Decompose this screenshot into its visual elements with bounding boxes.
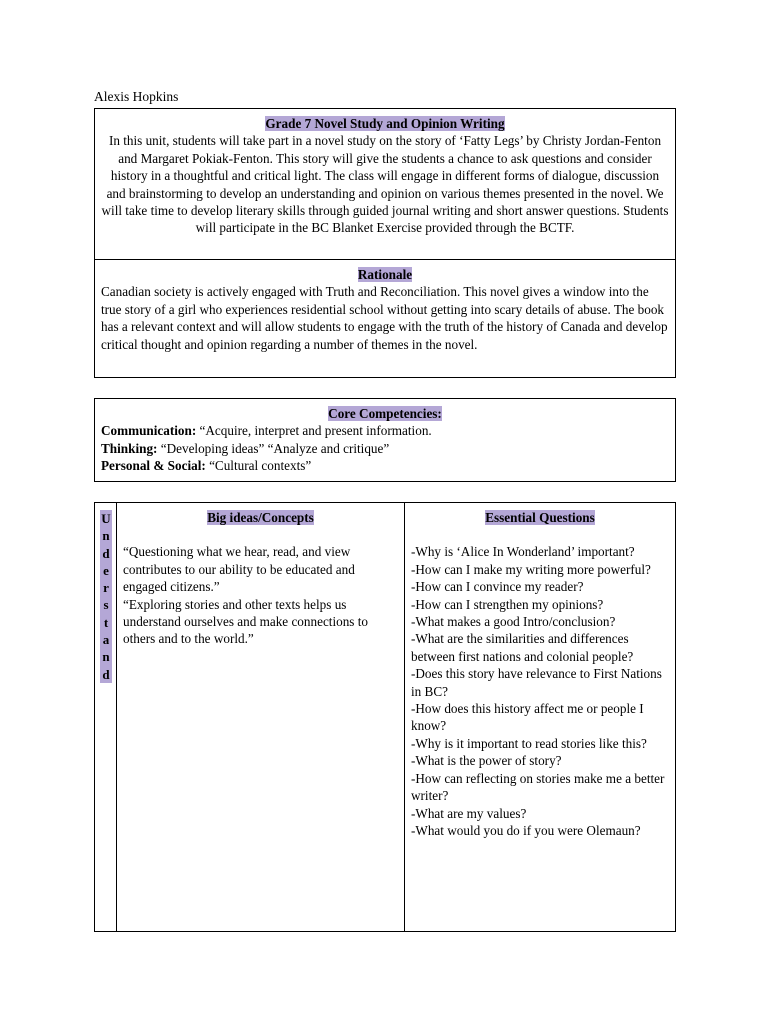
understand-letter: d — [102, 666, 110, 682]
essential-question: -What would you do if you were Olemaun? — [411, 822, 641, 838]
understand-letter: U — [101, 511, 111, 526]
understand-table — [94, 502, 676, 932]
essential-question: -What are the similarities and differences between first nations and colonial people? — [411, 631, 634, 664]
essential-question: -Why is ‘Alice In Wonderland’ important? — [411, 544, 635, 560]
essential-question: -What are my values? — [411, 805, 527, 821]
essential-question: -Why is it important to read stories like this? — [411, 735, 647, 751]
competency-personal-social — [101, 457, 669, 474]
understand-letter: r — [103, 580, 109, 596]
competency-thinking — [101, 440, 669, 457]
essential-question: -How can I convince my reader? — [411, 579, 584, 595]
unit-description-section — [95, 109, 675, 260]
unit-overview-box — [94, 108, 676, 378]
big-idea-quote: “Exploring stories and other texts helps us understand ourselves and make connections to others and to the world.” — [123, 596, 368, 647]
understand-letter: d — [102, 545, 110, 561]
competency-label: Personal & Social: — [101, 458, 206, 474]
essential-question: -What makes a good Intro/conclusion? — [411, 614, 616, 630]
understand-letter: n — [102, 649, 110, 665]
essential-question: -How does this history affect me or people I know? — [411, 701, 644, 734]
unit-title-row — [101, 115, 669, 132]
core-title-row — [101, 405, 669, 422]
understand-letter: n — [102, 528, 110, 544]
competency-communication — [101, 422, 669, 439]
essential-question: -Does this story have relevance to First Nations in BC? — [411, 666, 662, 699]
essential-questions-list — [411, 543, 669, 839]
understand-vertical-label — [100, 510, 112, 683]
rationale-title: Rationale — [357, 267, 413, 282]
essential-questions-column — [405, 503, 675, 931]
essential-questions-header-row — [411, 509, 669, 526]
understand-letter: t — [103, 614, 109, 630]
author-name: Alexis Hopkins — [94, 89, 179, 104]
unit-description: In this unit, students will take part in a novel study on the story of ‘Fatty Legs’ by Christy Jordan-Fenton and Margaret Pokiak-Fenton. This story will give the students a chance to ask questions and consider history in a thoughtful and critical light. The class will engage in different forms of dialogue, discussion and brainstorming to develop an understanding and opinion on various themes presented in the novel. We will take time to develop literary skills through guided journal writing and short answer questions. Students will participate in the BC Blanket Exercise provided through the BCTF. — [101, 133, 669, 236]
competency-label: Thinking: — [101, 440, 158, 456]
competency-text: “Developing ideas” “Analyze and critique” — [157, 440, 390, 456]
essential-question: -How can reflecting on stories make me a better writer? — [411, 770, 665, 804]
rationale-title-row — [101, 266, 669, 283]
understand-letter: s — [103, 597, 109, 613]
understand-letter: e — [103, 562, 109, 578]
core-competencies-box — [94, 398, 676, 482]
rationale-text: Canadian society is actively engaged with Truth and Reconciliation. This novel gives a window into the true story of a girl who experiences residential school without getting into scary details of abuse. The book has a relevant context and will allow students to engage with the truth of the history of Canada and develop critical thought and opinion regarding a number of themes in the novel. — [101, 284, 668, 352]
understand-label-column — [95, 503, 117, 931]
core-title: Core Competencies: — [328, 406, 442, 421]
competency-label: Communication: — [101, 423, 197, 439]
essential-question: -What is the power of story? — [411, 753, 562, 769]
essential-question: -How can I make my writing more powerful? — [411, 561, 651, 577]
competency-text: “Acquire, interpret and present information. — [196, 423, 432, 439]
competency-text: “Cultural contexts” — [205, 458, 312, 474]
big-ideas-header-row — [123, 509, 398, 526]
understand-letter: a — [102, 632, 110, 648]
essential-question: -How can I strengthen my opinions? — [411, 596, 604, 612]
big-ideas-column — [117, 503, 405, 931]
essential-questions-header: Essential Questions — [485, 510, 595, 525]
big-ideas-header: Big ideas/Concepts — [207, 510, 314, 525]
rationale-section — [95, 260, 675, 353]
unit-title: Grade 7 Novel Study and Opinion Writing — [265, 116, 505, 131]
big-idea-quote: “Questioning what we hear, read, and view contributes to our ability to be educated and engaged citizens.” — [123, 544, 355, 595]
